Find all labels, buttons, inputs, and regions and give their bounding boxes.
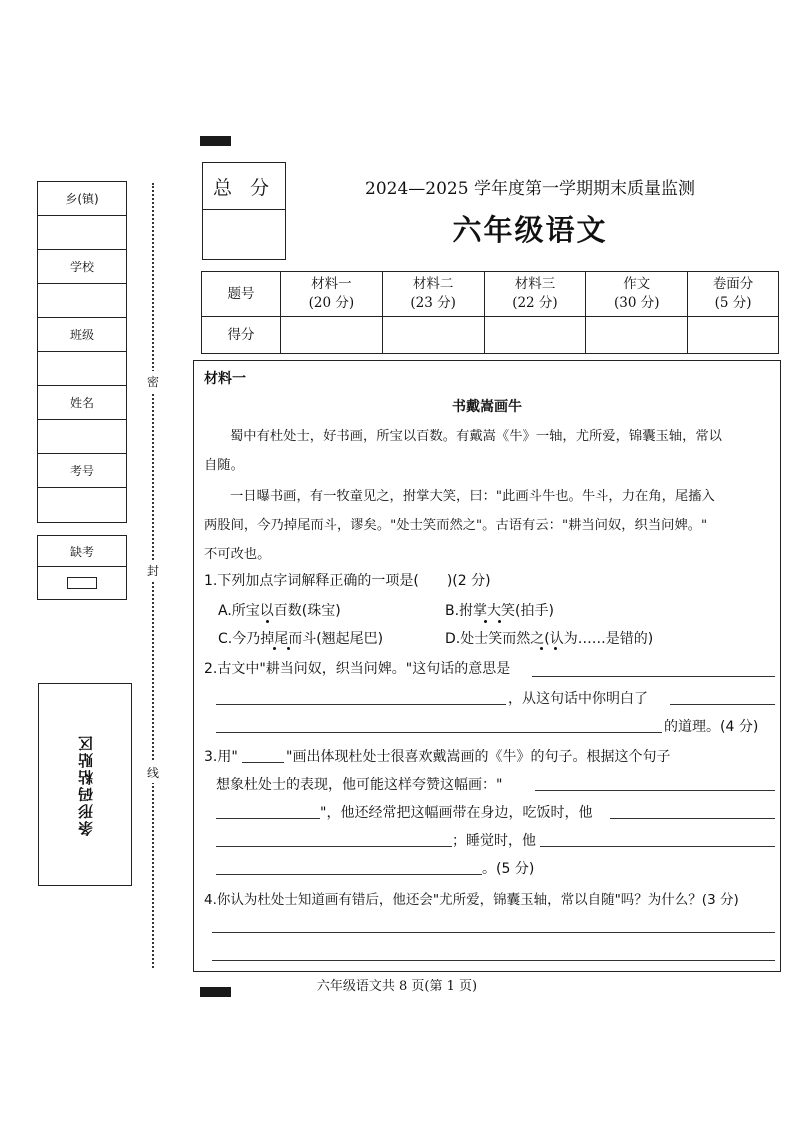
q3-answer-line[interactable] [540, 846, 775, 847]
absent-checkbox[interactable] [67, 577, 97, 589]
emphasis-dot [266, 620, 269, 623]
q1-option-a[interactable]: A.所宝以百数(珠宝) [218, 603, 341, 619]
column-name: 作文 [623, 276, 651, 292]
row-label-question-number: 题号 [202, 272, 281, 317]
q2-answer-line[interactable] [670, 704, 775, 705]
question-4: 4.你认为杜处士知道画有错后，他还会"尤所爱，锦囊玉轴，常以自随"吗？为什么？(3 分) [204, 892, 739, 908]
row-label-score: 得分 [202, 317, 281, 354]
total-score-label: 总 分 [203, 163, 285, 210]
field-input-town[interactable] [38, 216, 126, 250]
score-cell[interactable] [586, 317, 688, 354]
total-score-box [202, 162, 286, 260]
passage-p2-line1: 一日曝书画，有一牧童见之，拊掌大笑，曰："此画斗牛也。牛斗，力在角，尾搐入 [230, 489, 715, 504]
column-name: 材料二 [412, 276, 454, 292]
passage-title: 书戴嵩画牛 [452, 399, 522, 415]
q3-answer-line[interactable] [216, 846, 452, 847]
barcode-area [38, 683, 132, 886]
emphasis-dot [484, 620, 487, 623]
exam-title: 2024—2025 学年度第一学期期末质量监测 [365, 179, 695, 199]
registration-mark-top [200, 136, 231, 146]
q1-option-b[interactable]: B.拊掌大笑(拍手) [445, 603, 554, 619]
column-header [382, 272, 484, 317]
emphasis-dot [273, 647, 276, 650]
seal-char-xian: 线 [147, 762, 159, 783]
q3-answer-line[interactable] [535, 790, 775, 791]
q2-answer-line[interactable] [216, 704, 506, 705]
question-3-line2: 想象杜处士的表现，他可能这样夸赞这幅画：" [216, 777, 503, 793]
q1-option-c[interactable]: C.今乃掉尾而斗(翘起尾巴) [218, 631, 384, 647]
question-3-rest: "画出体现杜处士很喜欢戴嵩画的《牛》的句子。根据这个句子 [286, 749, 671, 765]
absent-box [37, 535, 127, 600]
passage-p1-line1: 蜀中有杜处士，好书画，所宝以百数。有戴嵩《牛》一轴，尤所爱，锦囊玉轴，常以 [230, 429, 722, 444]
q2-end-text: 的道理。(4 分) [664, 719, 759, 735]
q2-answer-line[interactable] [532, 676, 775, 677]
score-cell[interactable] [688, 317, 779, 354]
field-label-id: 考号 [38, 454, 126, 488]
emphasis-dot [540, 647, 543, 650]
emphasis-dot [554, 647, 557, 650]
question-3-line3: "，他还经常把这幅画带在身边，吃饭时，他 [320, 805, 593, 821]
column-name: 卷面分 [712, 276, 754, 292]
column-header [688, 272, 779, 317]
column-points: (20 分) [308, 295, 355, 311]
column-header [281, 272, 383, 317]
question-2: 2.古文中"耕当问奴，织当问婢。"这句话的意思是 [204, 661, 511, 677]
score-cell[interactable] [281, 317, 383, 354]
column-points: (22 分) [512, 295, 558, 311]
field-label-town: 乡(镇) [38, 182, 126, 216]
field-input-class[interactable] [38, 352, 126, 386]
question-3-end: 。(5 分) [482, 861, 535, 877]
q3-answer-line[interactable] [216, 818, 320, 819]
score-table-header-row [202, 272, 779, 317]
passage-p1-line2: 自随。 [204, 458, 244, 473]
field-label-class: 班级 [38, 318, 126, 352]
total-score-input[interactable] [203, 210, 285, 258]
column-points: (30 分) [613, 295, 660, 311]
field-label-school: 学校 [38, 250, 126, 284]
q2-answer-line[interactable] [216, 732, 662, 733]
column-name: 材料三 [514, 276, 556, 292]
absent-label: 缺考 [38, 536, 126, 567]
page-footer: 六年级语文共 8 页(第 1 页) [316, 979, 478, 994]
emphasis-dot [498, 620, 501, 623]
question-1: 1.下列加点字词解释正确的一项是( )(2 分) [204, 573, 491, 589]
question-3-start: 3.用" [204, 749, 238, 765]
q4-answer-line[interactable] [212, 932, 775, 933]
barcode-label: 条形码粘贴区 [76, 733, 95, 836]
column-header [586, 272, 688, 317]
q3-answer-line[interactable] [216, 874, 482, 875]
field-input-name[interactable] [38, 420, 126, 454]
q1-option-d[interactable]: D.处士笑而然之(认为……是错的) [445, 631, 654, 647]
column-name: 材料一 [311, 276, 352, 292]
seal-char-feng: 封 [147, 560, 159, 581]
column-header [484, 272, 586, 317]
score-table-score-row [202, 317, 779, 354]
material-label: 材料一 [204, 371, 246, 387]
column-points: (5 分) [714, 295, 752, 311]
q3-answer-line[interactable] [610, 818, 775, 819]
question-3-line4: ；睡觉时，他 [452, 833, 536, 849]
passage-p2-line3: 不可改也。 [204, 547, 271, 562]
column-points: (23 分) [410, 295, 456, 311]
q2-mid-text: ，从这句话中你明白了 [508, 691, 648, 707]
q4-answer-line[interactable] [212, 960, 775, 961]
field-input-id[interactable] [38, 488, 126, 522]
passage-p2-line2: 两股间，今乃掉尾而斗，谬矣。"处士笑而然之"。古语有云："耕当问奴，织当问婢。" [204, 518, 708, 533]
q3-mark-blank[interactable] [242, 762, 284, 763]
emphasis-dot [287, 647, 290, 650]
score-cell[interactable] [382, 317, 484, 354]
field-input-school[interactable] [38, 284, 126, 318]
subject-title: 六年级语文 [452, 213, 608, 247]
field-label-name: 姓名 [38, 386, 126, 420]
student-info-box [37, 181, 127, 523]
score-cell[interactable] [484, 317, 586, 354]
seal-char-mi: 密 [147, 371, 159, 392]
score-table [201, 271, 779, 354]
